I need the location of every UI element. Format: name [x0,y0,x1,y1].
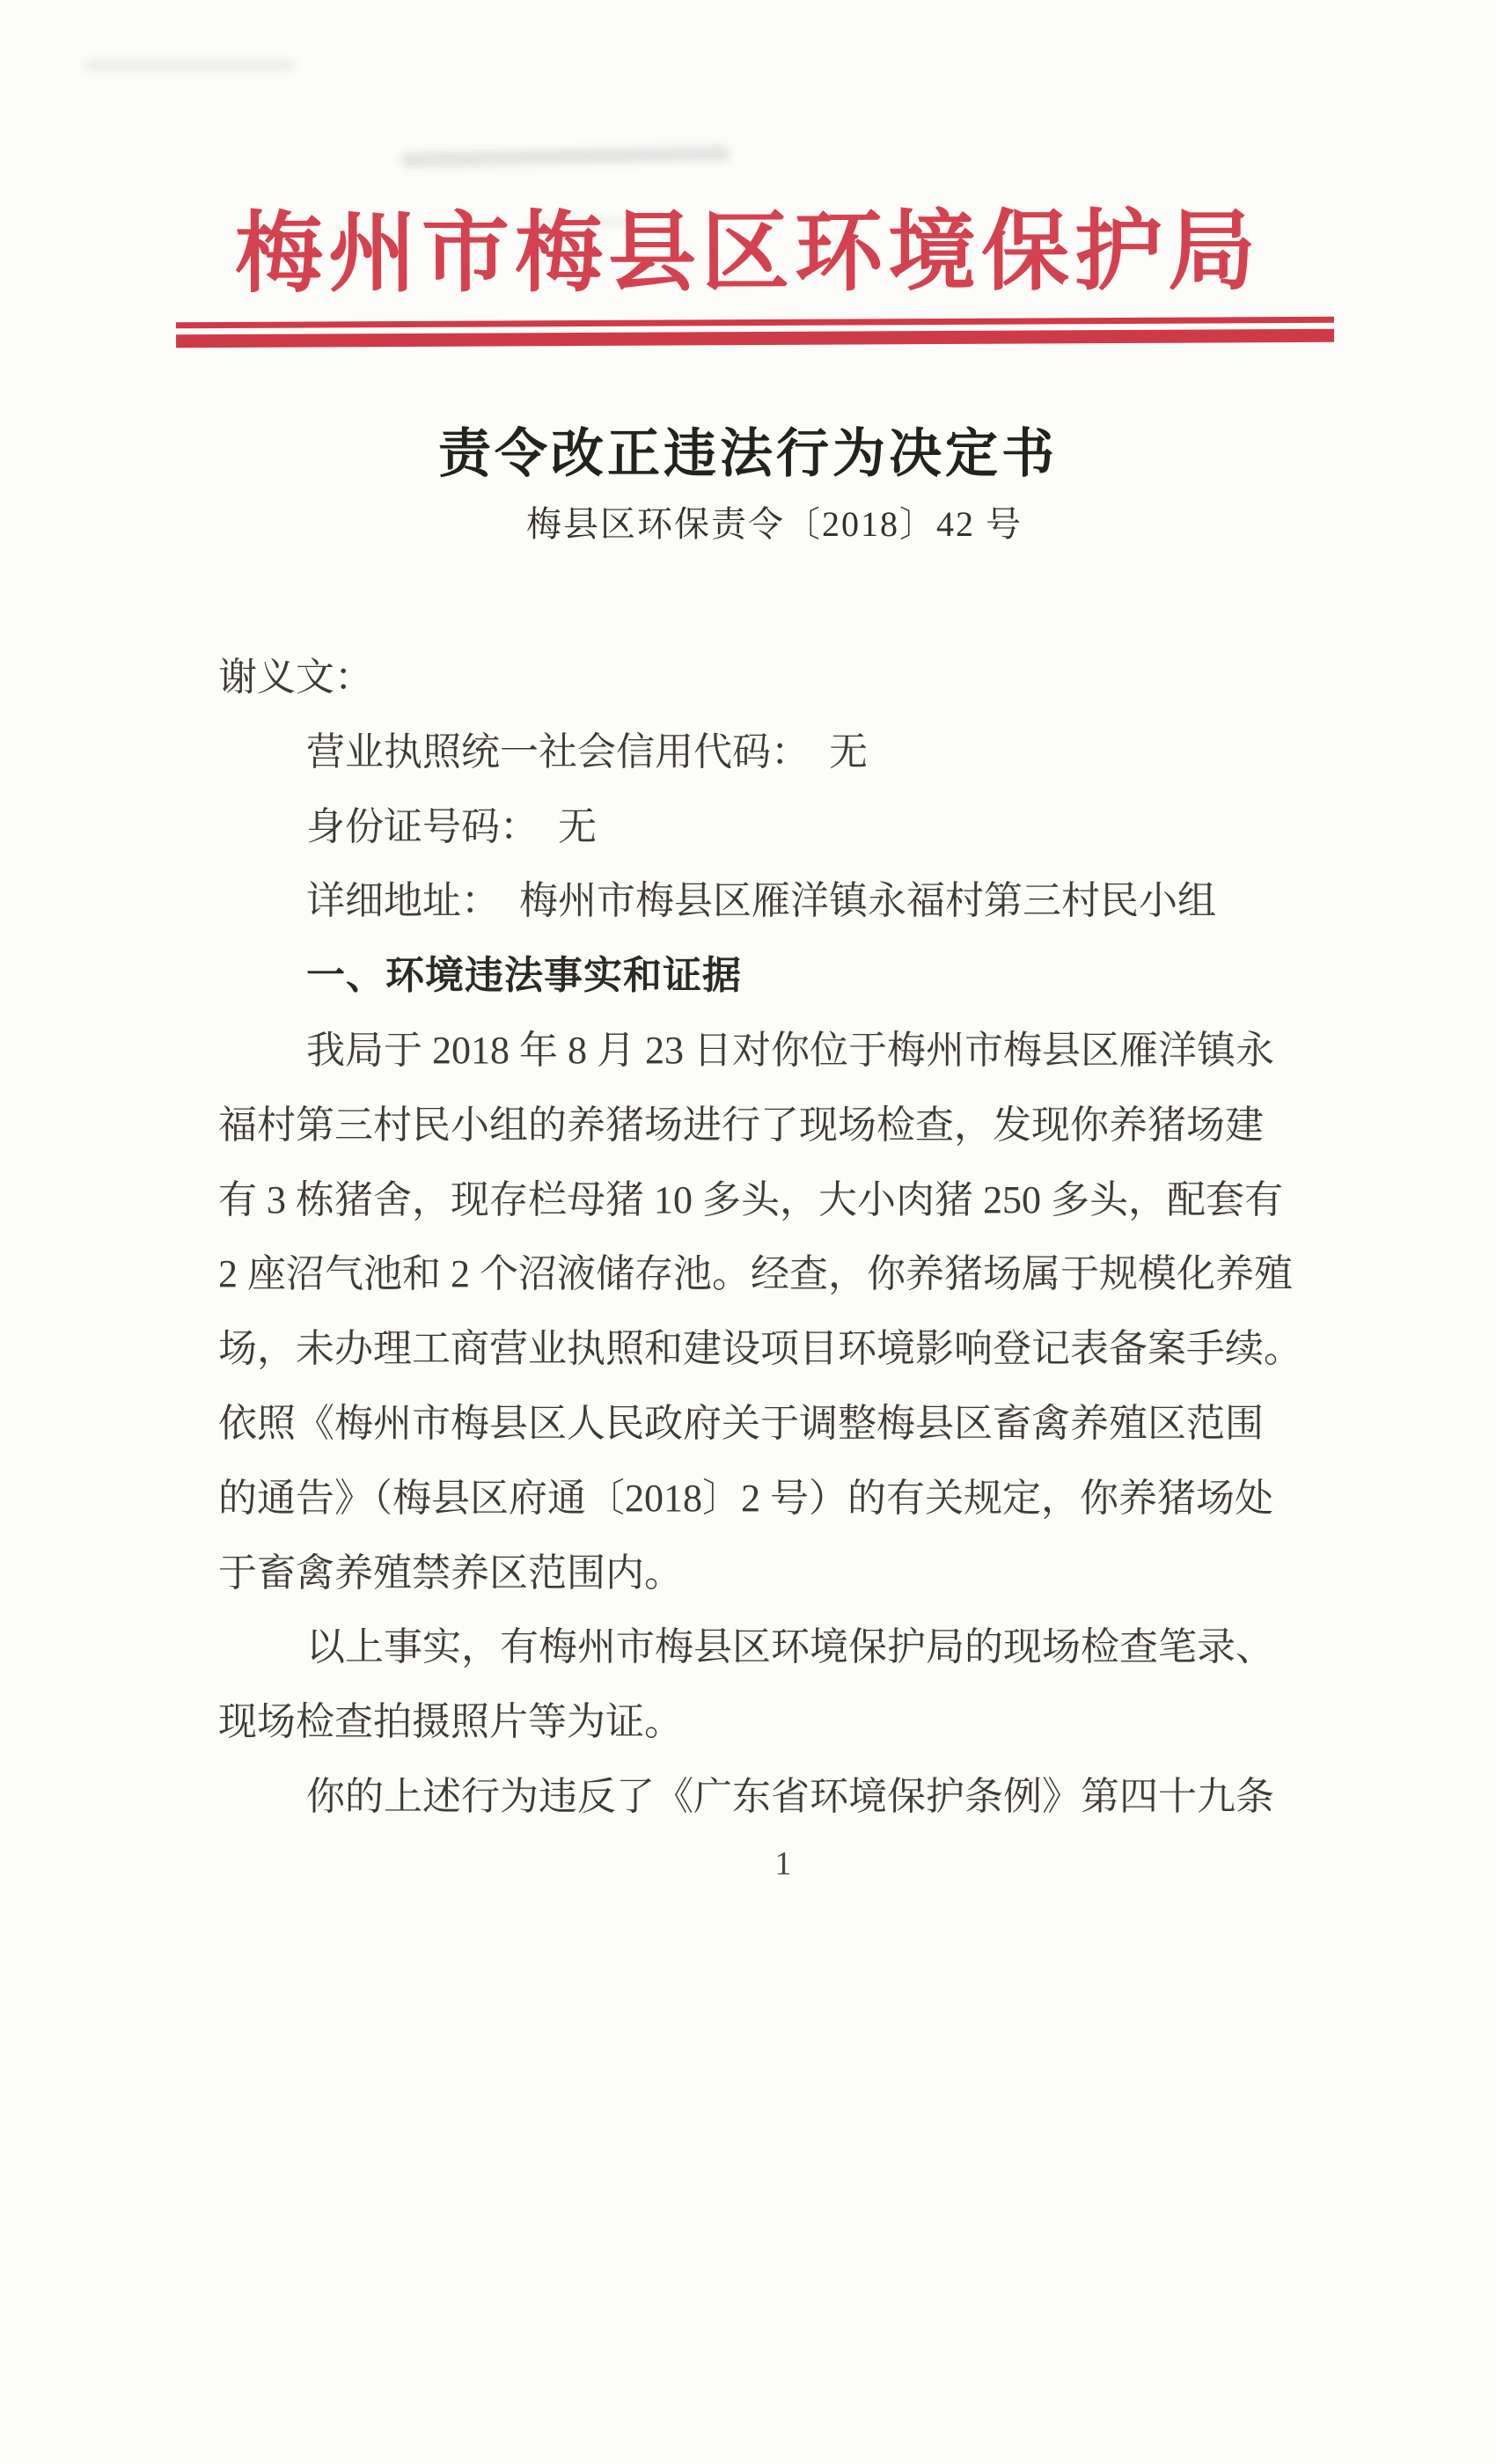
body-line: 我局于 2018 年 8 月 23 日对你位于梅州市梅县区雁洋镇永 [306,1028,1274,1072]
body-line-license-code: 营业执照统一社会信用代码： 无 [306,730,868,774]
agency-letterhead-title: 梅州市梅县区环境保护局 [234,202,1262,304]
body-line: 以上事实，有梅州市梅县区环境保护局的现场检查笔录、 [306,1625,1274,1669]
body-line: 福村第三村民小组的养猪场进行了现场检查，发现你养猪场建 [218,1103,1264,1147]
body-line: 你的上述行为违反了《广东省环境保护条例》第四十九条 [306,1774,1274,1818]
scan-smudge [400,146,730,167]
section-heading-facts: 一、环境违法事实和证据 [306,954,742,998]
document-number: 梅县区环保责令〔2018〕42 号 [526,504,1023,544]
divider-thick-line [176,329,1334,348]
body-line: 现场检查拍摄照片等为证。 [218,1700,683,1744]
page-number: 1 [774,1845,792,1882]
body-line: 依照《梅州市梅县区人民政府关于调整梅县区畜禽养殖区范围 [218,1401,1264,1445]
document-body [218,641,1362,1835]
document-title: 责令改正违法行为决定书 [438,425,1058,483]
body-line-recipient: 谢义文： [218,656,373,699]
body-line-id-number: 身份证号码： 无 [306,804,597,848]
body-line: 的通告》（梅县区府通〔2018〕2 号）的有关规定，你养猪场处 [218,1476,1273,1520]
letterhead-divider [176,317,1334,348]
divider-thin-line [176,317,1334,328]
body-line-address: 详细地址： 梅州市梅县区雁洋镇永福村第三村民小组 [306,879,1216,923]
body-line: 2 座沼气池和 2 个沼液储存池。经查，你养猪场属于规模化养殖 [218,1252,1293,1296]
body-line: 于畜禽养殖禁养区范围内。 [218,1551,683,1595]
body-line: 有 3 栋猪舍，现存栏母猪 10 多头，大小肉猪 250 多头，配套有 [218,1177,1283,1221]
scan-smudge [84,60,295,70]
body-line: 场，未办理工商营业执照和建设项目环境影响登记表备案手续。 [218,1327,1302,1371]
